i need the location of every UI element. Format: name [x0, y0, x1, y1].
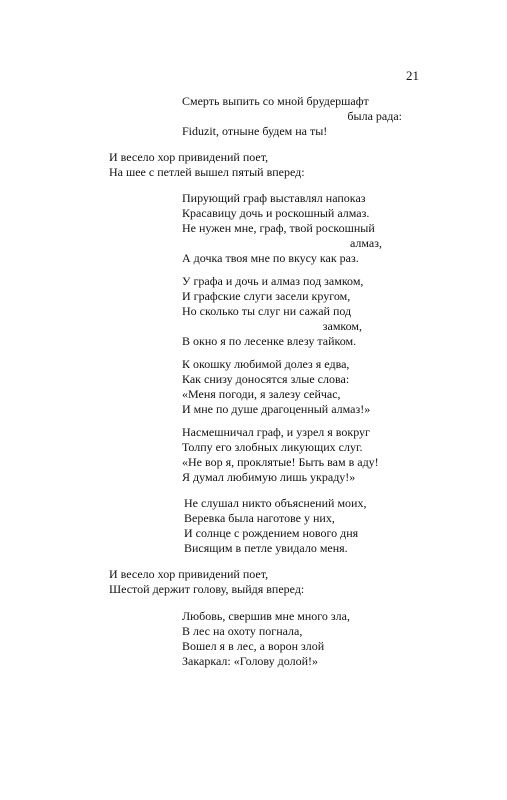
verse-line: Шестой держит голову, выйдя вперед:	[109, 582, 305, 596]
verse-line: Вошел я в лес, а ворон злой	[182, 639, 325, 653]
verse-line: Насмешничал граф, и узрел я вокруг	[182, 425, 370, 439]
verse-line: «Меня погоди, я залезу сейчас,	[182, 387, 341, 401]
verse-line: Но сколько ты слуг ни сажай под	[182, 304, 352, 318]
verse-line: У графа и дочь и алмаз под замком,	[182, 274, 364, 288]
verse-line: К окошку любимой долез я едва,	[182, 357, 350, 371]
verse-line: Пирующий граф выставлял напоказ	[182, 191, 366, 205]
verse-line: И солнце с рождением нового дня	[184, 526, 359, 540]
stanza-7	[182, 609, 382, 669]
stanza-1	[182, 94, 402, 139]
verse-line: И графские слуги засели кругом,	[182, 289, 351, 303]
verse-line: Не нужен мне, граф, твой роскошный	[182, 221, 375, 235]
verse-line: Я думал любимую лишь украду!»	[182, 470, 356, 484]
verse-line: «Не вор я, проклятые! Быть вам в аду!	[182, 455, 379, 469]
stanza-6	[184, 496, 384, 556]
verse-line: Веревка была наготове у них,	[184, 511, 335, 525]
verse-line: Закаркал: «Голову долой!»	[182, 654, 319, 668]
refrain-1	[109, 150, 349, 180]
verse-line: В окно я по лесенке влезу тайком.	[182, 334, 357, 348]
verse-line: Fiduzit, отныне будем на ты!	[182, 124, 328, 138]
verse-line: Толпу его злобных ликующих слуг.	[182, 440, 363, 454]
verse-line-continuation: алмаз,	[350, 236, 382, 250]
verse-line: На шее с петлей вышел пятый вперед:	[109, 165, 305, 179]
verse-line: А дочка твоя мне по вкусу как раз.	[182, 251, 359, 265]
verse-line: Висящим в петле увидало меня.	[184, 541, 348, 555]
verse-line: И весело хор привидений поет,	[109, 567, 269, 581]
verse-line-continuation: была рада:	[347, 109, 402, 123]
verse-line: И весело хор привидений поет,	[109, 150, 269, 164]
verse-line: Красавицу дочь и роскошный алмаз.	[182, 206, 370, 220]
refrain-2	[109, 567, 349, 597]
stanza-3	[182, 274, 362, 349]
verse-line: Любовь, свершив мне много зла,	[182, 609, 350, 623]
verse-line: Не слушал никто объяснений моих,	[184, 496, 367, 510]
verse-line: В лес на охоту погнала,	[182, 624, 303, 638]
page-number: 21	[406, 68, 419, 83]
verse-line: И мне по душе драгоценный алмаз!»	[182, 402, 371, 416]
stanza-2	[182, 191, 382, 266]
stanza-5	[182, 425, 392, 485]
verse-line: Как снизу доносятся злые слова:	[182, 372, 350, 386]
verse-line-continuation: замком,	[322, 319, 362, 333]
stanza-4	[182, 357, 412, 417]
verse-line: Смерть выпить со мной брудершафт	[182, 94, 369, 108]
